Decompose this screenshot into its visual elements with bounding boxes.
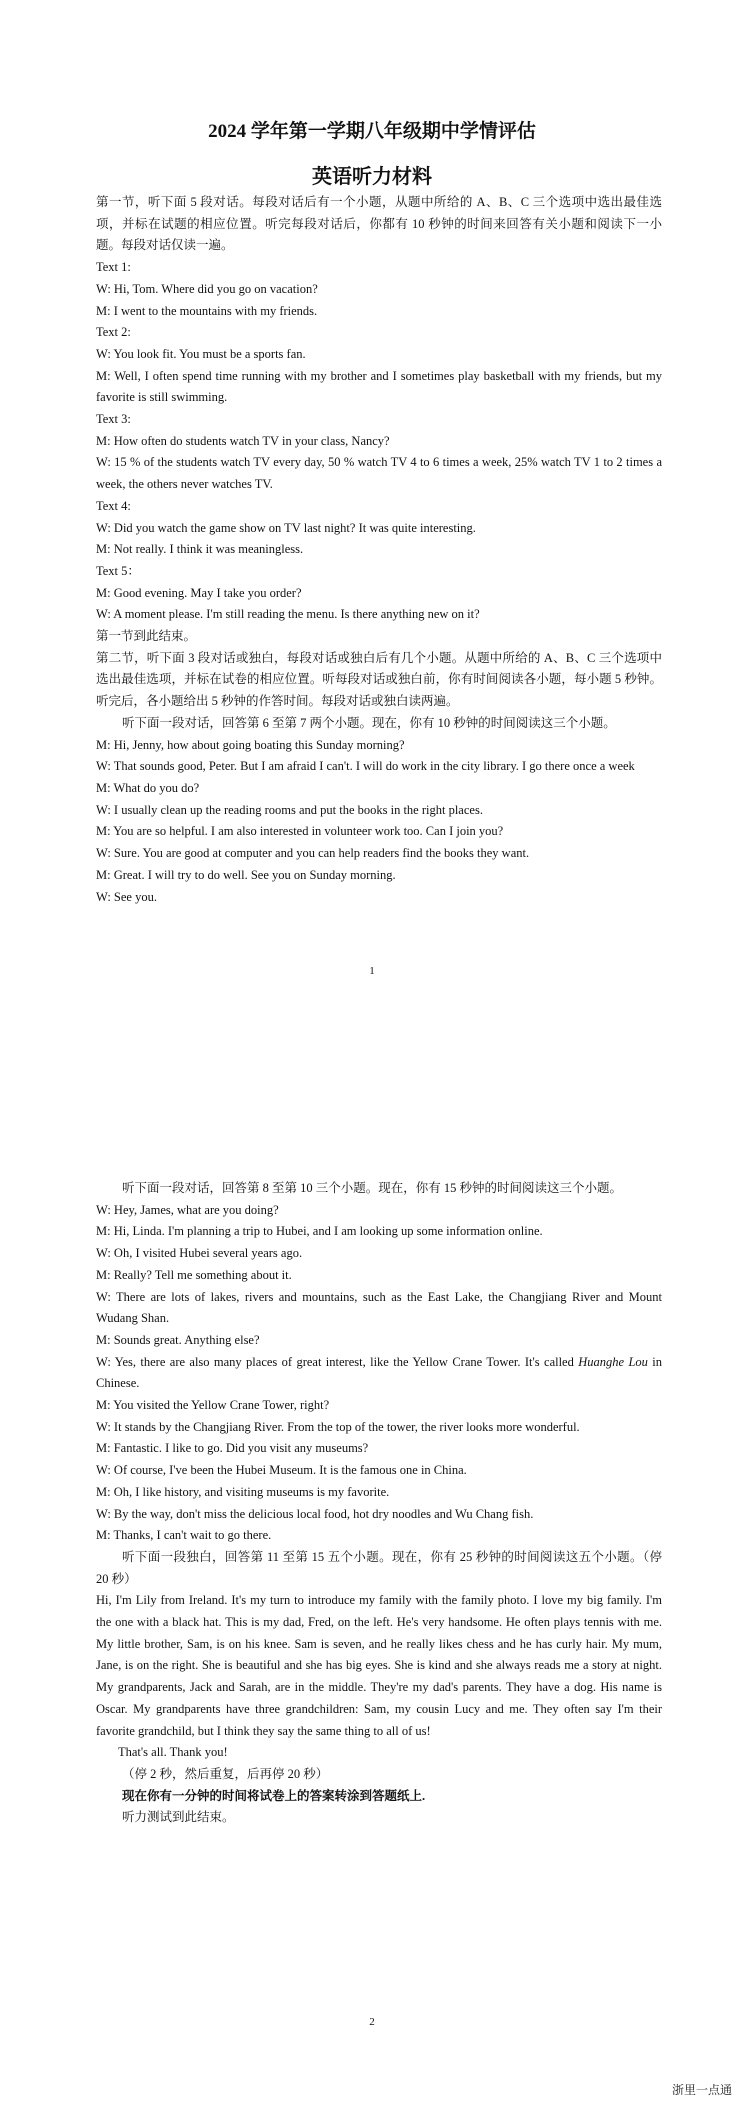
dialogue-line: M: You visited the Yellow Crane Tower, right? <box>96 1398 330 1413</box>
dialogue-line <box>96 1352 662 1395</box>
pause-note: （停 2 秒，然后重复，后再停 20 秒） <box>122 1766 329 1781</box>
watermark-text: 浙里一点通 <box>671 2083 732 2097</box>
dialogue-text: W: Yes, there are also many places of great interest, like the Yellow Crane Tower. It's called <box>96 1354 574 1369</box>
dialogue-line: W: Of course, I've been the Hubei Museum. It is the famous one in China. <box>96 1463 467 1478</box>
dialogue-line: W: I usually clean up the reading rooms and put the books in the right places. <box>96 802 483 817</box>
dialogue-line: W: By the way, don't miss the delicious local food, hot dry noodles and Wu Chang fish. <box>96 1506 534 1521</box>
text-5-label: Text 5： <box>96 563 140 578</box>
section-1-end: 第一节到此结束。 <box>96 629 197 644</box>
dialogue-line: W: Hi, Tom. Where did you go on vacation? <box>96 281 318 296</box>
page-number: 2 <box>369 2016 375 2028</box>
dialogue-line: M: Not really. I think it was meaningless. <box>96 542 304 557</box>
dialogue-line: W: A moment please. I'm still reading the menu. Is there anything new on it? <box>96 607 480 622</box>
page-1-content <box>96 192 662 908</box>
dialogue-line: M: Hi, Linda. I'm planning a trip to Hubei, and I am looking up some information online. <box>96 1224 543 1239</box>
dialogue-line: W: You look fit. You must be a sports fan. <box>96 346 306 361</box>
text-4-label: Text 4: <box>96 498 131 513</box>
section-1-instructions: 第一节，听下面 5 段对话。每段对话后有一个小题，从题中所给的 A、B、C 三个选项中选出最佳选项，并标在试题的相应位置。听完每段对话后，你都有 10 秒钟的时间来回答有关小题和阅读下一小题。每段对话仅读一遍。 <box>96 195 662 253</box>
question-group-instruction: 听下面一段对话，回答第 8 至第 10 三个小题。现在，你有 15 秒钟的时间阅读这三个小题。 <box>122 1181 623 1195</box>
dialogue-line: M: How often do students watch TV in your class, Nancy? <box>96 433 390 448</box>
closing-line: That's all. Thank you! <box>118 1745 228 1760</box>
section-2-instructions: 第二节，听下面 3 段对话或独白，每段对话或独白后有几个小题。从题中所给的 A、B、C 三个选项中选出最佳选项，并标在试卷的相应位置。听每段对话或独白前，你有时间阅读各小题，每小题 5 秒钟。听完后，各小题给出 5 秒钟的作答时间。每段对话或独白读两遍。 <box>96 650 662 709</box>
dialogue-line: M: Hi, Jenny, how about going boating this Sunday morning? <box>96 737 405 752</box>
dialogue-line: W: Oh, I visited Hubei several years ago. <box>96 1246 303 1261</box>
text-2-label: Text 2: <box>96 325 131 340</box>
dialogue-line: W: That sounds good, Peter. But I am afraid I can't. I will do work in the city library. I go there once a week <box>96 759 635 774</box>
dialogue-line: W: Hey, James, what are you doing? <box>96 1202 279 1217</box>
dialogue-line: M: Great. I will try to do well. See you on Sunday morning. <box>96 867 396 882</box>
text-1-label: Text 1: <box>96 260 131 275</box>
dialogue-line: M: You are so helpful. I am also interested in volunteer work too. Can I join you? <box>96 824 504 839</box>
question-group-instruction: 听下面一段对话，回答第 6 至第 7 两个小题。现在，你有 10 秒钟的时间阅读这三个小题。 <box>122 715 616 730</box>
dialogue-line: W: There are lots of lakes, rivers and mountains, such as the East Lake, the Changjiang River and Mount Wudang Shan. <box>96 1289 662 1326</box>
document-subtitle: 英语听力材料 <box>312 166 432 188</box>
dialogue-line: M: Fantastic. I like to go. Did you visit any museums? <box>96 1441 369 1456</box>
dialogue-line: W: Sure. You are good at computer and you can help readers find the books they want. <box>96 846 530 861</box>
dialogue-line: M: What do you do? <box>96 780 200 795</box>
dialogue-line: M: Thanks, I can't wait to go there. <box>96 1528 272 1543</box>
dialogue-line: W: It stands by the Changjiang River. From the top of the tower, the river looks more wonderful. <box>96 1419 580 1434</box>
dialogue-line: M: I went to the mountains with my friends. <box>96 303 318 318</box>
dialogue-line: W: See you. <box>96 889 157 904</box>
answer-transfer-instruction: 现在你有一分钟的时间将试卷上的答案转涂到答题纸上. <box>122 1788 426 1803</box>
italic-term: Huanghe Lou <box>578 1354 648 1369</box>
dialogue-line: M: Really? Tell me something about it. <box>96 1267 292 1282</box>
dialogue-line: M: Well, I often spend time running with my brother and I sometimes play basketball with my friends, but my favorite is still swimming. <box>96 368 662 405</box>
dialogue-line: M: Oh, I like history, and visiting museums is my favorite. <box>96 1484 390 1499</box>
dialogue-line: M: Good evening. May I take you order? <box>96 585 302 600</box>
page-number: 1 <box>369 965 375 977</box>
test-end-note: 听力测试到此结束。 <box>122 1810 235 1825</box>
dialogue-line: W: 15 % of the students watch TV every day, 50 % watch TV 4 to 6 times a week, 25% watch TV 1 to 2 times a week, the others never watches TV. <box>96 455 662 492</box>
page-2-content <box>96 1178 662 1829</box>
dialogue-text: in Chinese. <box>96 1354 663 1391</box>
dialogue-line: M: Sounds great. Anything else? <box>96 1332 260 1347</box>
monologue-paragraph: Hi, I'm Lily from Ireland. It's my turn to introduce my family with the family photo. I love my big family. I'm the one with a black hat. This is my dad, Fred, on the left. He's very handsome. He often plays tennis with me. My little brother, Sam, is on his knee. Sam is seven, and he really likes chess and he has curly hair. My mum, Jane, is on the right. She is beautiful and she has big eyes. She is kind and she always reads me a story at night. My grandparents, Jack and Sarah, are in the middle. They're my dad's parents. They have a dog. His name is Oscar. My grandparents have three grandchildren: Sam, my cousin Lucy and me. They often say I'm their favorite grandchild, but I think they say the same thing to all of us! <box>96 1593 662 1738</box>
text-3-label: Text 3: <box>96 412 131 427</box>
dialogue-line: W: Did you watch the game show on TV last night? It was quite interesting. <box>96 520 476 535</box>
document-title: 2024 学年第一学期八年级期中学情评估 <box>208 121 536 142</box>
question-group-instruction: 听下面一段独白，回答第 11 至第 15 五个小题。现在，你有 25 秒钟的时间阅读这五个小题。（停 20 秒） <box>96 1549 662 1586</box>
